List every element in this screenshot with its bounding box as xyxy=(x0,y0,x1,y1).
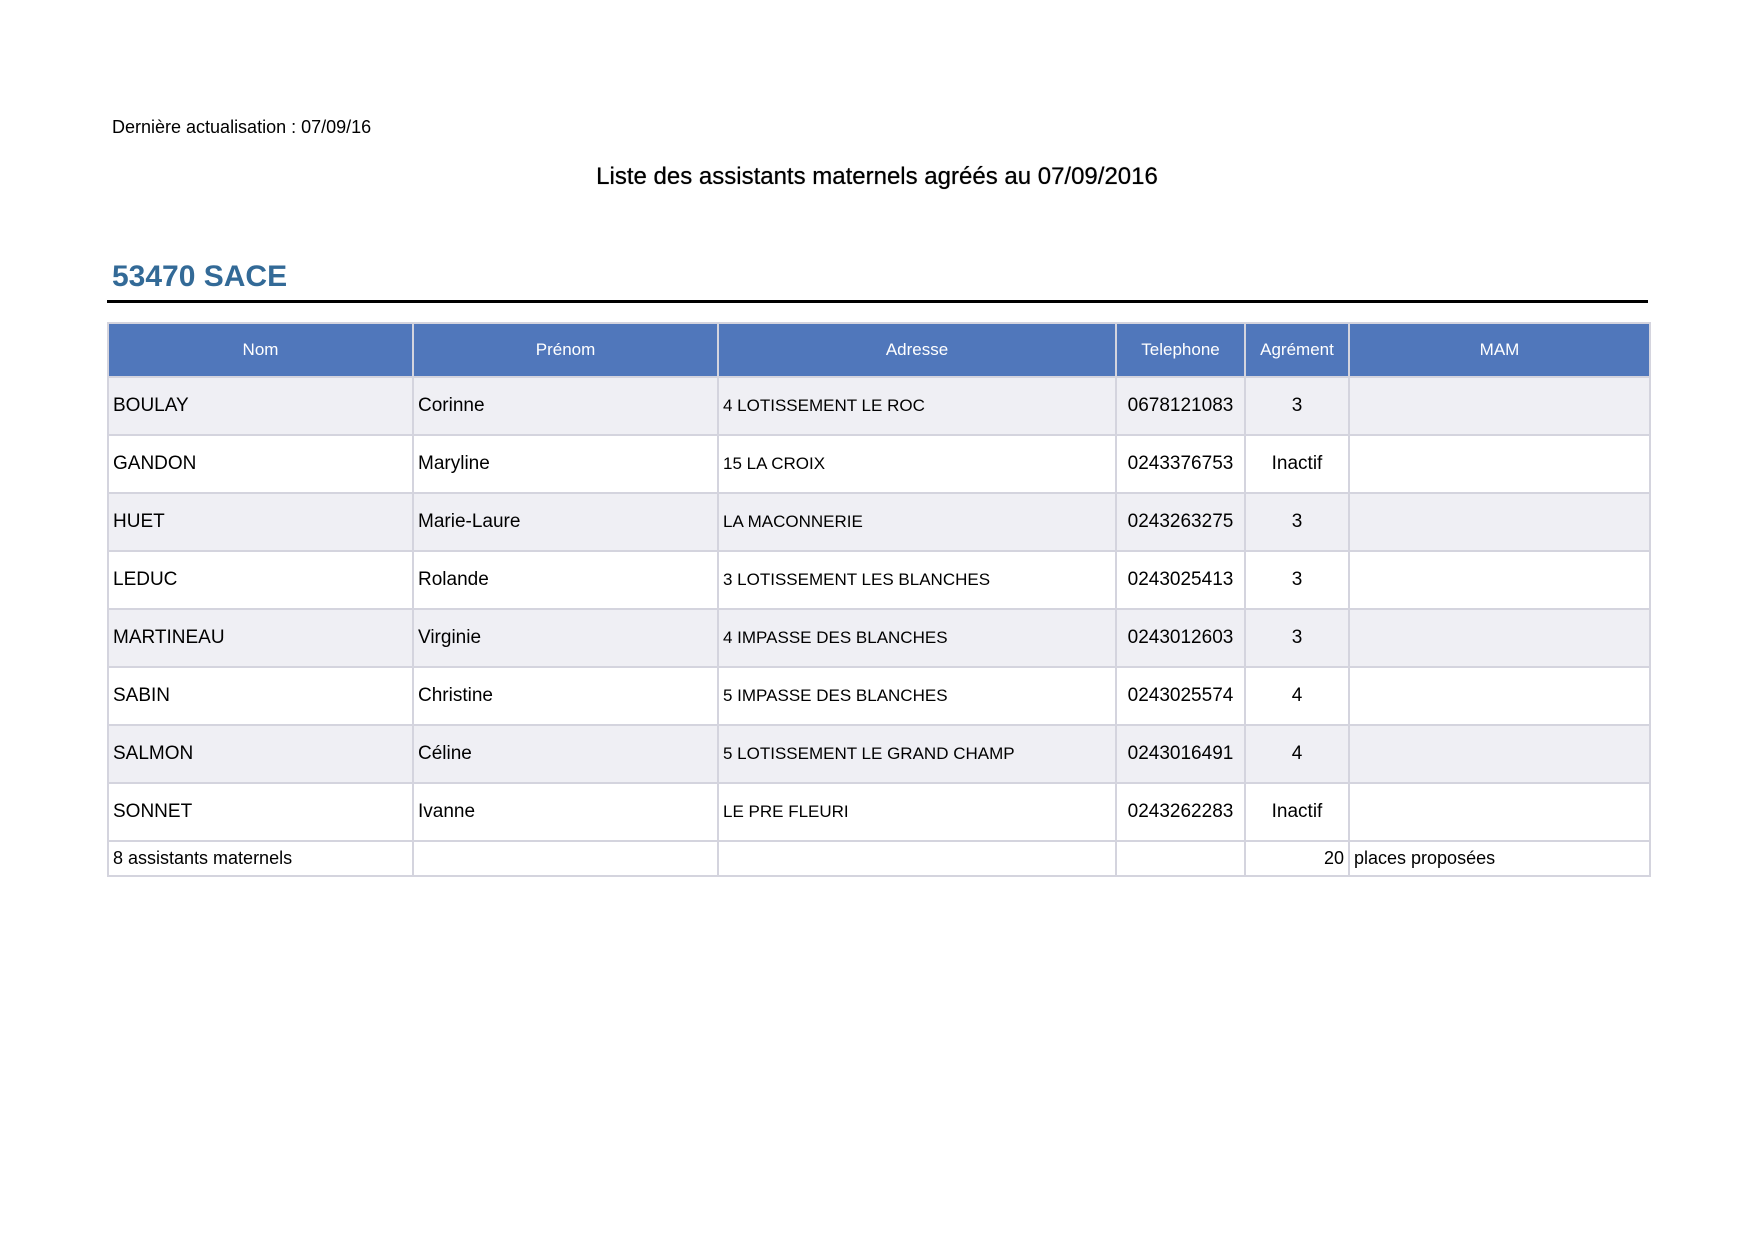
cell-agrement: Inactif xyxy=(1245,783,1349,841)
cell-agrement: 4 xyxy=(1245,725,1349,783)
cell-mam xyxy=(1349,725,1650,783)
document-title: Liste des assistants maternels agréés au 07/09/2016 xyxy=(596,163,1158,190)
footer-empty-cell xyxy=(1116,841,1245,876)
table-row xyxy=(108,493,1650,551)
column-header-nom: Nom xyxy=(108,323,413,377)
column-header-agrement: Agrément xyxy=(1245,323,1349,377)
cell-mam xyxy=(1349,551,1650,609)
cell-nom: SONNET xyxy=(108,783,413,841)
section-heading: 53470 SACE xyxy=(112,260,288,293)
assistant-count: 8 assistants maternels xyxy=(108,841,413,876)
cell-nom: SABIN xyxy=(108,667,413,725)
cell-prenom: Céline xyxy=(413,725,718,783)
cell-prenom: Corinne xyxy=(413,377,718,435)
table-row xyxy=(108,435,1650,493)
table-row xyxy=(108,667,1650,725)
cell-adresse: 3 LOTISSEMENT LES BLANCHES xyxy=(718,551,1116,609)
cell-mam xyxy=(1349,609,1650,667)
cell-mam xyxy=(1349,493,1650,551)
cell-nom: GANDON xyxy=(108,435,413,493)
cell-prenom: Virginie xyxy=(413,609,718,667)
assistants-table xyxy=(107,322,1651,877)
cell-telephone: 0243025574 xyxy=(1116,667,1245,725)
cell-prenom: Marie-Laure xyxy=(413,493,718,551)
table-row xyxy=(108,551,1650,609)
table-row xyxy=(108,725,1650,783)
cell-mam xyxy=(1349,667,1650,725)
cell-prenom: Ivanne xyxy=(413,783,718,841)
cell-nom: LEDUC xyxy=(108,551,413,609)
cell-telephone: 0243263275 xyxy=(1116,493,1245,551)
column-header-adresse: Adresse xyxy=(718,323,1116,377)
cell-mam xyxy=(1349,783,1650,841)
cell-mam xyxy=(1349,435,1650,493)
cell-agrement: 3 xyxy=(1245,551,1349,609)
cell-mam xyxy=(1349,377,1650,435)
cell-telephone: 0243012603 xyxy=(1116,609,1245,667)
cell-telephone: 0243025413 xyxy=(1116,551,1245,609)
cell-adresse: 5 IMPASSE DES BLANCHES xyxy=(718,667,1116,725)
cell-nom: HUET xyxy=(108,493,413,551)
cell-adresse: 15 LA CROIX xyxy=(718,435,1116,493)
cell-telephone: 0243376753 xyxy=(1116,435,1245,493)
cell-telephone: 0243262283 xyxy=(1116,783,1245,841)
cell-agrement: 4 xyxy=(1245,667,1349,725)
cell-nom: BOULAY xyxy=(108,377,413,435)
cell-adresse: LA MACONNERIE xyxy=(718,493,1116,551)
column-header-telephone: Telephone xyxy=(1116,323,1245,377)
table-row xyxy=(108,377,1650,435)
cell-telephone: 0243016491 xyxy=(1116,725,1245,783)
table-footer-row xyxy=(108,841,1650,876)
cell-agrement: 3 xyxy=(1245,609,1349,667)
cell-adresse: LE PRE FLEURI xyxy=(718,783,1116,841)
footer-empty-cell xyxy=(718,841,1116,876)
cell-prenom: Christine xyxy=(413,667,718,725)
cell-prenom: Maryline xyxy=(413,435,718,493)
cell-adresse: 4 IMPASSE DES BLANCHES xyxy=(718,609,1116,667)
cell-adresse: 4 LOTISSEMENT LE ROC xyxy=(718,377,1116,435)
cell-adresse: 5 LOTISSEMENT LE GRAND CHAMP xyxy=(718,725,1116,783)
table-row xyxy=(108,609,1650,667)
cell-agrement: Inactif xyxy=(1245,435,1349,493)
cell-nom: SALMON xyxy=(108,725,413,783)
table-row xyxy=(108,783,1650,841)
table-header-row xyxy=(108,323,1650,377)
footer-empty-cell xyxy=(413,841,718,876)
cell-telephone: 0678121083 xyxy=(1116,377,1245,435)
cell-agrement: 3 xyxy=(1245,493,1349,551)
last-update-text: Dernière actualisation : 07/09/16 xyxy=(112,117,372,137)
column-header-mam: MAM xyxy=(1349,323,1650,377)
column-header-prenom: Prénom xyxy=(413,323,718,377)
section-divider xyxy=(107,300,1648,303)
places-label: places proposées xyxy=(1349,841,1650,876)
total-places: 20 xyxy=(1245,841,1349,876)
cell-prenom: Rolande xyxy=(413,551,718,609)
cell-agrement: 3 xyxy=(1245,377,1349,435)
cell-nom: MARTINEAU xyxy=(108,609,413,667)
